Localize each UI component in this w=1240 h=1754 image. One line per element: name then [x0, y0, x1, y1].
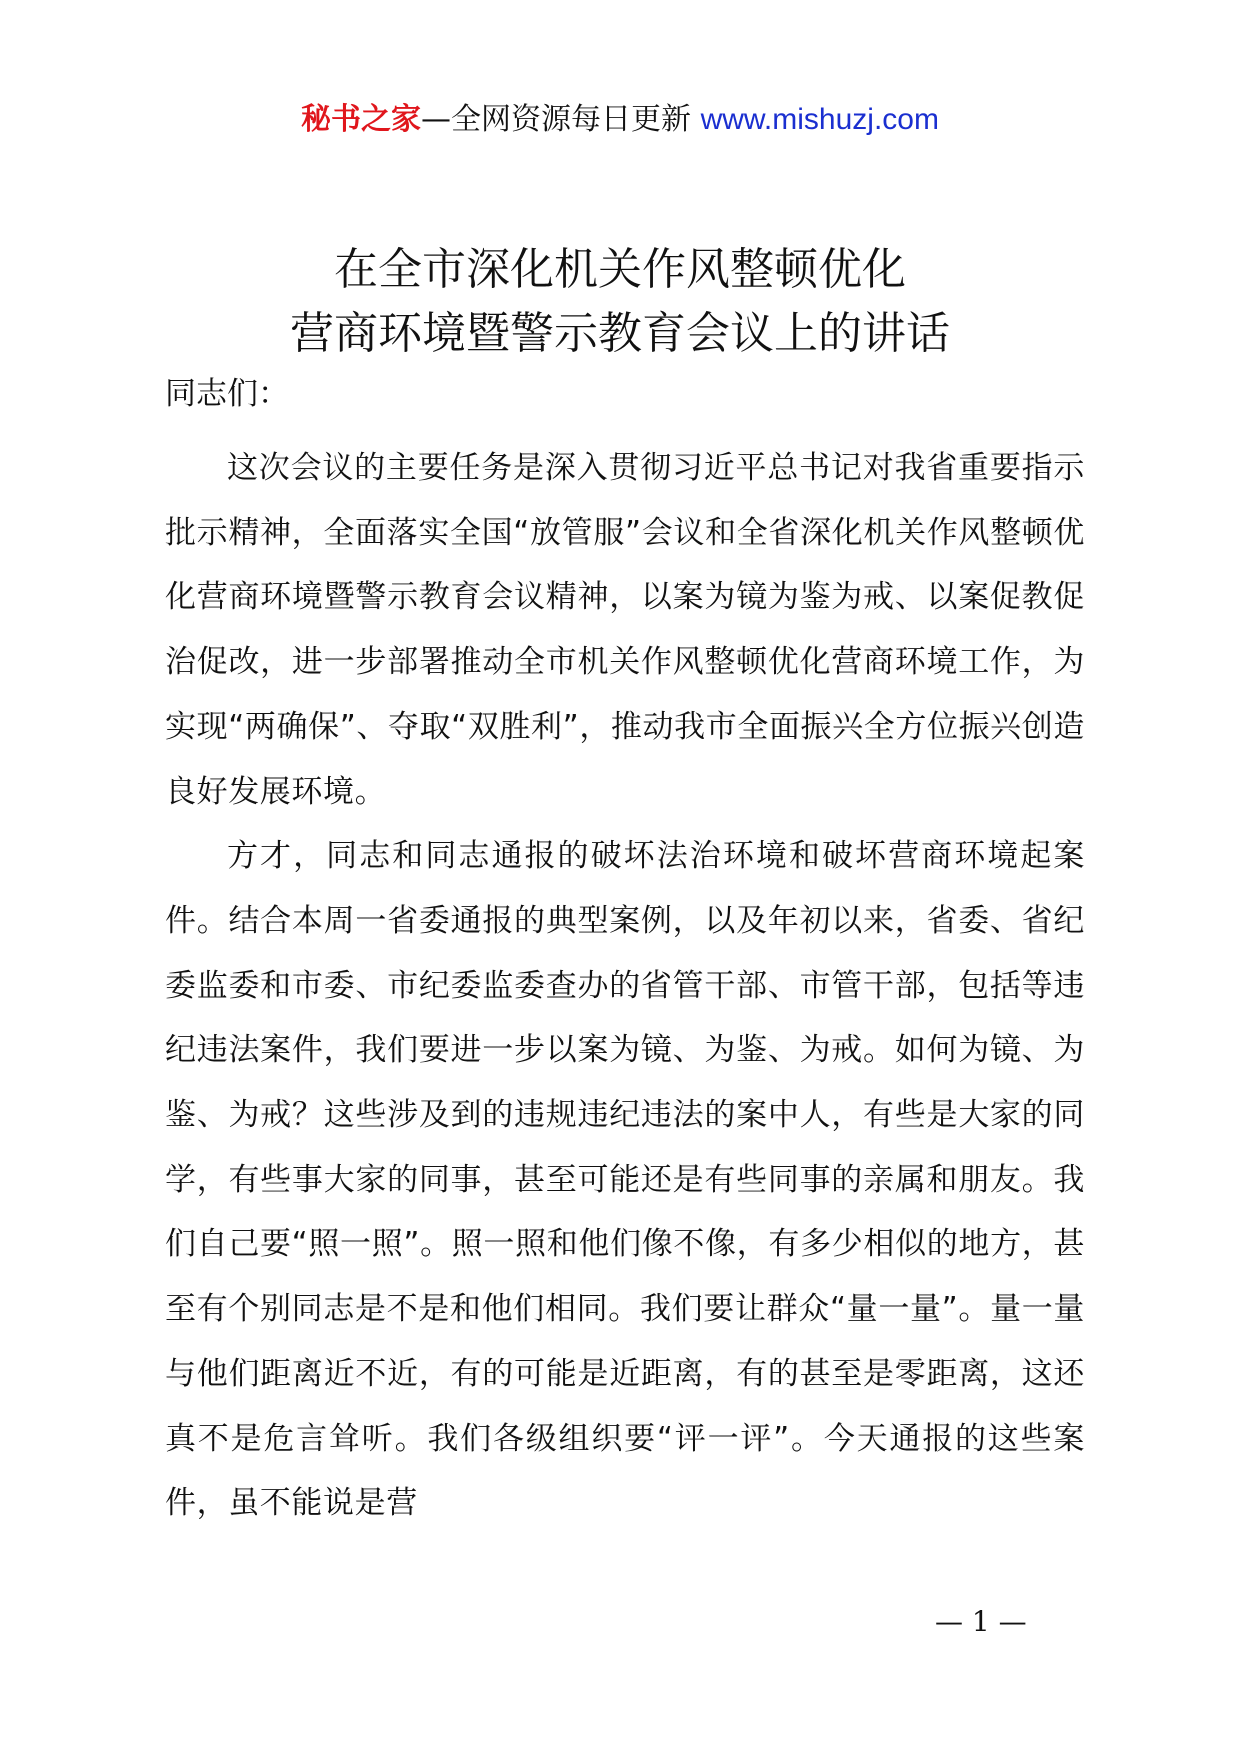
site-slogan: —全网资源每日更新 [421, 102, 701, 137]
document-body [165, 436, 1085, 1536]
document-title [0, 238, 1240, 366]
salutation: 同志们： [165, 376, 289, 412]
page-number: — 1 — [935, 1605, 1027, 1638]
paragraph-1: 这次会议的主要任务是深入贯彻习近平总书记对我省重要指示批示精神，全面落实全国“放管服”会议和全省深化机关作风整顿优化营商环境暨警示教育会议精神，以案为镜为鉴为戒、以案促教促治促改，进一步部署推动全市机关作风整顿优化营商环境工作，为实现“两确保”、夺取“双胜利”，推动我市全面振兴全方位振兴创造良好发展环境。 [165, 450, 1085, 810]
site-banner [0, 100, 1240, 140]
title-line-2: 营商环境暨警示教育会议上的讲话 [290, 308, 950, 359]
site-url-link[interactable]: www.mishuzj.com [700, 103, 939, 136]
site-brand: 秘书之家 [301, 102, 422, 137]
title-line-1: 在全市深化机关作风整顿优化 [334, 244, 906, 295]
paragraph-2: 方才，同志和同志通报的破坏法治环境和破坏营商环境起案件。结合本周一省委通报的典型案例，以及年初以来，省委、省纪委监委和市委、市纪委监委查办的省管干部、市管干部，包括等违纪违法案件，我们要进一步以案为镜、为鉴、为戒。如何为镜、为鉴、为戒？这些涉及到的违规违纪违法的案中人，有些是大家的同学，有些事大家的同事，甚至可能还是有些同事的亲属和朋友。我们自己要“照一照”。照一照和他们像不像，有多少相似的地方，甚至有个别同志是不是和他们相同。我们要让群众“量一量”。量一量与他们距离近不近，有的可能是近距离，有的甚至是零距离，这还真不是危言耸听。我们各级组织要“评一评”。今天通报的这些案件，虽不能说是营 [165, 838, 1085, 1522]
